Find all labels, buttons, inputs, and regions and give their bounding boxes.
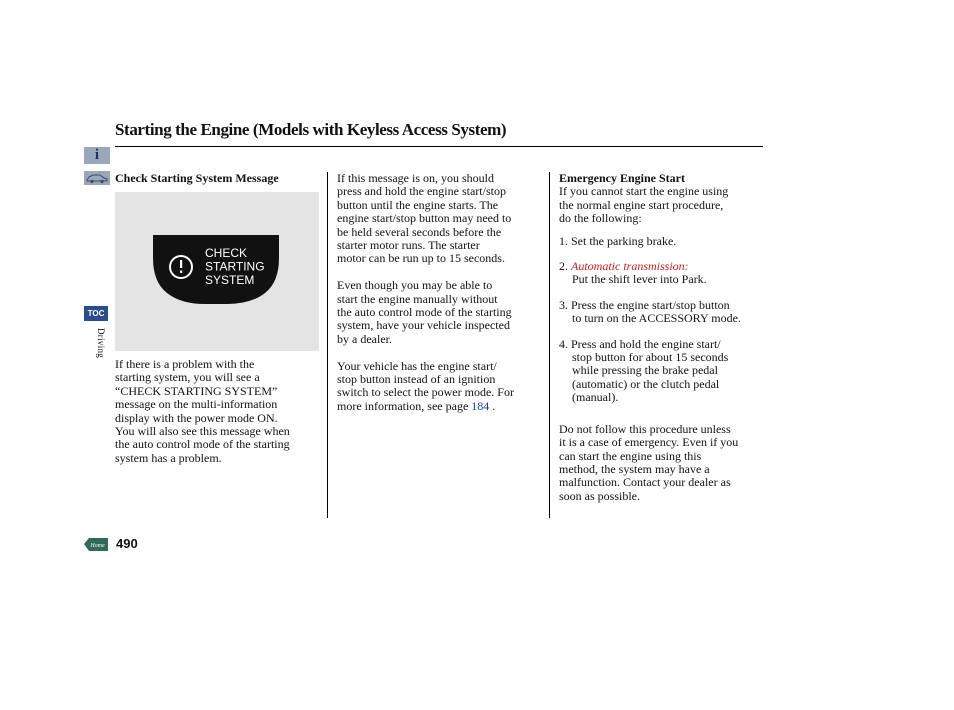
body-line: starter motor runs. The starter [337, 238, 480, 253]
col1-body [115, 358, 325, 465]
col2-body [337, 172, 547, 413]
body-line: starting system, you will see a [115, 370, 260, 385]
step-2 [559, 260, 769, 273]
page-title: Starting the Engine (Models with Keyless Access System) [115, 120, 507, 139]
step-2-text: Put the shift lever into Park. [572, 272, 707, 287]
display-illustration [115, 192, 319, 351]
display-line-2: STARTING [205, 259, 265, 274]
body-line: it is a case of emergency. Even if you [559, 435, 739, 450]
page-link-184[interactable]: 184 [471, 398, 490, 413]
col2-para3 [337, 360, 547, 414]
body-line: motor can be run up to 15 seconds. [337, 251, 505, 266]
body-line: engine start/stop button may need to [337, 211, 512, 226]
automatic-transmission-label: Automatic transmission: [571, 259, 689, 274]
body-line: Even though you may be able to [337, 278, 493, 293]
step-line: (manual). [572, 390, 619, 405]
section-side-label: Driving [96, 328, 106, 359]
body-line: switch to select the power mode. For [337, 385, 514, 400]
body-line: malfunction. Contact your dealer as [559, 475, 731, 490]
body-line: be held several seconds before the [337, 224, 502, 239]
body-line: soon as possible. [559, 488, 640, 503]
body-line: the normal engine start procedure, [559, 197, 724, 212]
step-line: (automatic) or the clutch pedal [572, 376, 720, 391]
toc-button[interactable]: TOC [84, 306, 108, 321]
body-line: press and hold the engine start/stop [337, 184, 506, 199]
body-line: If there is a problem with the [115, 357, 255, 371]
step-line: to turn on the ACCESSORY mode. [572, 311, 741, 326]
body-line: You will also see this message when [115, 424, 290, 439]
body-line: button until the engine starts. The [337, 197, 499, 212]
title-rule [115, 146, 763, 147]
body-text: . [489, 398, 496, 413]
body-line: message on the multi-information [115, 397, 278, 412]
step-1: 1. Set the parking brake. [559, 233, 677, 248]
body-line: system, have your vehicle inspected [337, 318, 510, 333]
column-divider [549, 172, 550, 518]
body-line: method, the system may have a [559, 461, 710, 476]
step-4 [559, 338, 769, 405]
column-divider [327, 172, 328, 518]
display-line-1: CHECK [205, 246, 248, 260]
col2-para1 [337, 172, 547, 266]
body-line: system has a problem. [115, 450, 222, 465]
step-2-number: 2. [559, 259, 571, 274]
body-line: display with the power mode ON. [115, 410, 278, 425]
body-line: the auto control mode of the starting [337, 305, 512, 320]
body-line: If this message is on, you should [337, 171, 494, 185]
body-line: do the following: [559, 211, 642, 226]
body-line: If you cannot start the engine using [559, 184, 729, 199]
display-panel-svg [115, 192, 319, 351]
body-line: the auto control mode of the starting [115, 437, 290, 452]
step-line: while pressing the brake pedal [572, 363, 718, 378]
car-icon[interactable] [84, 171, 110, 185]
body-text: more information, see page [337, 398, 472, 413]
body-line: stop button instead of an ignition [337, 372, 496, 387]
step-line: 3. Press the engine start/stop button [559, 297, 730, 312]
body-line: “CHECK STARTING SYSTEM” [115, 383, 278, 398]
warning-paragraph [559, 423, 769, 503]
display-line-3: SYSTEM [205, 273, 255, 287]
home-icon [83, 535, 109, 553]
page-number: 490 [116, 536, 138, 551]
info-icon[interactable]: i [84, 147, 110, 164]
body-line: by a dealer. [337, 331, 392, 346]
home-label: Home [90, 543, 105, 549]
body-line: Your vehicle has the engine start/ [337, 358, 497, 373]
step-line: 4. Press and hold the engine start/ [559, 336, 721, 351]
check-starting-heading: Check Starting System Message [115, 171, 279, 185]
step-3 [559, 299, 769, 326]
col3-body [559, 172, 769, 503]
step-line: stop button for about 15 seconds [572, 350, 729, 365]
body-line: can start the engine using this [559, 448, 702, 463]
home-button[interactable] [83, 535, 109, 553]
emergency-start-heading: Emergency Engine Start [559, 171, 685, 185]
body-line: start the engine manually without [337, 291, 498, 306]
body-line [337, 400, 547, 413]
body-line: Do not follow this procedure unless [559, 421, 731, 436]
col2-para2 [337, 279, 547, 346]
